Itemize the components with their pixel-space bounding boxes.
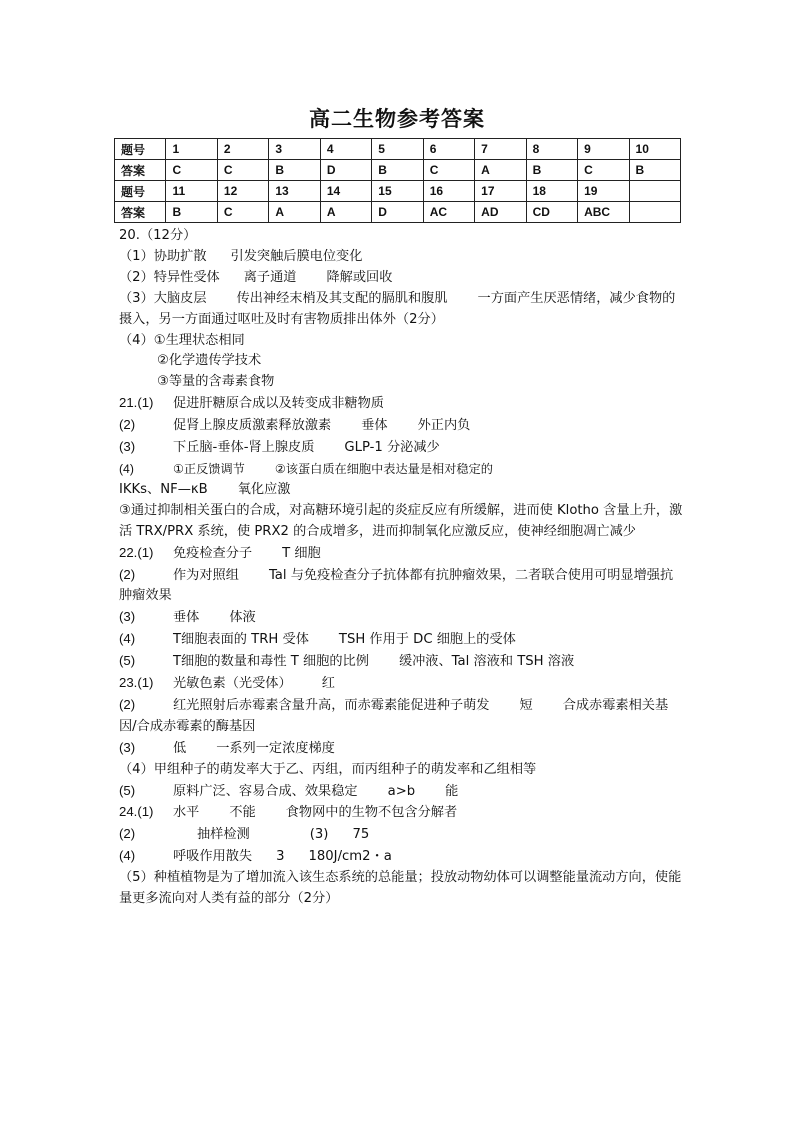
q24-answer-4b: 3	[276, 849, 285, 865]
q22-answer-5a: T细胞的数量和毒性 T 细胞的比例	[173, 654, 369, 670]
q21-answer-2c: 外正内负	[417, 418, 471, 434]
q21-line2	[119, 415, 685, 437]
q21-line6: ③通过抑制相关蛋白的合成，对高糖环境引起的炎症反应有所缓解，进而使 Klotho 含量上升，激活 TRX/PRX 系统，使 PRX2 的合成增多，进而抑制氧化应激反应，使神经细胞凋亡减少	[119, 502, 683, 539]
table-cell: B	[166, 202, 217, 223]
q23-line5	[119, 781, 685, 803]
q23-line4: （4）甲组种子的萌发率大于乙、丙组，而丙组种子的萌发率和乙组相等	[119, 761, 537, 777]
q21-answer-4a: ①正反馈调节	[173, 461, 245, 476]
q21-answer-5a: IKKs、NF—κB	[119, 481, 208, 497]
table-cell: C	[423, 160, 474, 181]
table-cell: 7	[475, 139, 526, 160]
q22-answer-4b: TSH 作用于 DC 细胞上的受体	[338, 632, 516, 648]
q22-answer-5b: 缓冲液、Tal 溶液和 TSH 溶液	[398, 654, 575, 670]
table-cell: B	[526, 160, 577, 181]
q21-answer-1: 促进肝糖原合成以及转变成非糖物质	[173, 396, 384, 412]
q21-sub-label: (3)	[119, 439, 136, 455]
q22-line1	[119, 543, 685, 565]
q22-answer-1a: 免疫检查分子	[173, 545, 253, 561]
q21-label: 21.(1)	[119, 395, 154, 411]
q20-header: 20.（12分）	[119, 228, 197, 243]
table-cell: 1	[166, 139, 217, 160]
q23-answer-2a: 红光照射后赤霉素含量升高，而赤霉素能促进种子萌发	[173, 697, 490, 713]
table-cell: A	[320, 202, 371, 223]
table-cell: 9	[578, 139, 629, 160]
table-cell: 16	[423, 181, 474, 202]
q24-answer-2a: 抽样检测	[197, 827, 250, 843]
row-header-cell: 答案	[115, 202, 166, 223]
q20-part2	[119, 268, 685, 289]
q21-sub-label: (2)	[119, 417, 136, 433]
q23-answer-2b: 短	[519, 697, 533, 713]
q20-part1-a: （1）协助扩散	[119, 248, 207, 264]
q21-answer-3b: GLP-1 分泌减少	[344, 440, 440, 456]
q20-part2-a: （2）特异性受体	[119, 269, 220, 285]
q23-answer-1b: 红	[321, 676, 335, 692]
q22-answer-2a: 作为对照组	[173, 567, 239, 583]
q23-sub-label: (3)	[119, 739, 136, 755]
table-cell: 11	[166, 181, 217, 202]
q22-answer-3a: 垂体	[173, 610, 200, 626]
q20-part3-a: （3）大脑皮层	[119, 290, 207, 306]
q24-line1	[119, 802, 685, 824]
q24-answer-1a: 水平	[173, 805, 200, 821]
q22-line2	[119, 565, 685, 608]
q24-sub-label-3: (3)	[309, 827, 329, 843]
q22-sub-label: (3)	[119, 609, 136, 625]
q20-part3-c: 一方面产生厌恶情绪，减少食物的摄入，另一方面通过呕吐及时有害物质排出体外（2分）	[119, 290, 676, 327]
question-number-row	[115, 139, 681, 160]
table-cell: ABC	[578, 202, 629, 223]
q20-part4-a: （4）①生理状态相同	[119, 332, 245, 348]
table-cell: 6	[423, 139, 474, 160]
q21-sub-label: (4)	[119, 461, 134, 476]
table-cell: 15	[372, 181, 423, 202]
answer-table	[114, 138, 681, 223]
table-cell: 4	[320, 139, 371, 160]
table-cell: CD	[526, 202, 577, 223]
q23-line3	[119, 738, 685, 760]
table-cell: C	[217, 160, 268, 181]
q21-answer-2a: 促肾上腺皮质激素释放激素	[173, 418, 332, 434]
table-cell: B	[269, 160, 320, 181]
q20-part3-b: 传出神经末梢及其支配的膈肌和腹肌	[236, 290, 448, 306]
q24-answer-1b: 不能	[229, 805, 256, 821]
q22-answer-4a: T细胞表面的 TRH 受体	[173, 632, 309, 648]
q24-answer-1c: 食物网中的生物不包含分解者	[285, 805, 458, 821]
table-cell: A	[269, 202, 320, 223]
table-cell	[629, 181, 680, 202]
q24-answer-4a: 呼吸作用散失	[173, 849, 253, 865]
table-cell: AD	[475, 202, 526, 223]
q24-answer-4c: 180J/cm2・a	[308, 849, 392, 865]
table-cell: B	[629, 160, 680, 181]
q22-sub-label: (4)	[119, 631, 136, 647]
table-cell: A	[475, 160, 526, 181]
table-cell: 5	[372, 139, 423, 160]
q23-answer-2c: 合成赤霉素相关基因/合成赤霉素的酶基因	[119, 697, 669, 734]
table-cell: 14	[320, 181, 371, 202]
q23-answer-5c: 能	[445, 783, 459, 799]
q23-line2	[119, 695, 685, 738]
table-cell: 2	[217, 139, 268, 160]
q21-line4	[119, 459, 685, 480]
q20-part1	[119, 247, 685, 268]
q22-answer-1b: T 细胞	[282, 545, 321, 561]
q22-sub-label: (2)	[119, 566, 136, 582]
question-number-row	[115, 181, 681, 202]
q22-label: 22.(1)	[119, 544, 154, 560]
table-cell: C	[217, 202, 268, 223]
q21-line3	[119, 437, 685, 459]
q24-sub-label: (2)	[119, 826, 136, 842]
q23-line1	[119, 673, 685, 695]
q20-part4-c: ③等量的含毒素食物	[157, 374, 275, 390]
table-cell	[629, 202, 680, 223]
q24-sub-label: (4)	[119, 848, 136, 864]
q21-line5	[119, 480, 685, 501]
q24-label: 24.(1)	[119, 804, 154, 820]
table-cell: 18	[526, 181, 577, 202]
table-cell: 3	[269, 139, 320, 160]
q24-line3	[119, 846, 685, 868]
row-header-cell: 题号	[115, 181, 166, 202]
answer-row	[115, 160, 681, 181]
table-cell: 12	[217, 181, 268, 202]
q21-answer-4b: ②该蛋白质在细胞中表达量是相对稳定的	[274, 461, 493, 476]
q21-line1	[119, 393, 685, 415]
q23-answer-5b: a>b	[387, 783, 416, 799]
q21-answer-5b: 氧化应激	[237, 481, 291, 497]
table-cell: C	[166, 160, 217, 181]
answer-explanations	[119, 226, 685, 910]
page-title: 高二生物参考答案	[309, 106, 485, 131]
table-cell: 8	[526, 139, 577, 160]
q21-answer-3a: 下丘脑-垂体-肾上腺皮质	[173, 440, 315, 456]
answer-row	[115, 202, 681, 223]
table-cell: 19	[578, 181, 629, 202]
q23-answer-3b: 一系列一定浓度梯度	[216, 740, 335, 756]
table-cell: D	[372, 202, 423, 223]
row-header-cell: 题号	[115, 139, 166, 160]
q22-line5	[119, 651, 685, 673]
q20-part3	[119, 289, 685, 331]
q20-part2-c: 降解或回收	[326, 269, 393, 285]
q22-sub-label: (5)	[119, 653, 136, 669]
q23-sub-label: (5)	[119, 782, 136, 798]
table-cell: B	[372, 160, 423, 181]
q22-line3	[119, 607, 685, 629]
table-cell: AC	[423, 202, 474, 223]
table-cell: 10	[629, 139, 680, 160]
q24-line4: （5）种植植物是为了增加流入该生态系统的总能量；投放动物幼体可以调整能量流动方向，使能量更多流向对人类有益的部分（2分）	[119, 870, 682, 907]
q20-part1-b: 引发突触后膜电位变化	[230, 248, 363, 264]
row-header-cell: 答案	[115, 160, 166, 181]
q22-answer-3b: 体液	[229, 610, 256, 626]
q22-answer-2b: Tal 与免疫检查分子抗体都有抗肿瘤效果，二者联合使用可明显增强抗肿瘤效果	[119, 567, 674, 604]
q22-line4	[119, 629, 685, 651]
q23-answer-3a: 低	[173, 740, 187, 756]
q20-part4-b: ②化学遗传学技术	[157, 353, 262, 369]
table-cell: 13	[269, 181, 320, 202]
q21-answer-2b: 垂体	[361, 418, 388, 434]
table-cell: D	[320, 160, 371, 181]
q24-answer-3: 75	[352, 827, 370, 843]
q23-sub-label: (2)	[119, 696, 136, 712]
q23-answer-5a: 原料广泛、容易合成、效果稳定	[173, 783, 358, 799]
q23-label: 23.(1)	[119, 675, 154, 691]
q20-part2-b: 离子通道	[243, 269, 297, 285]
table-cell: 17	[475, 181, 526, 202]
q23-answer-1a: 光敏色素（光受体）	[173, 676, 292, 692]
table-cell: C	[578, 160, 629, 181]
q24-line2	[119, 824, 685, 846]
